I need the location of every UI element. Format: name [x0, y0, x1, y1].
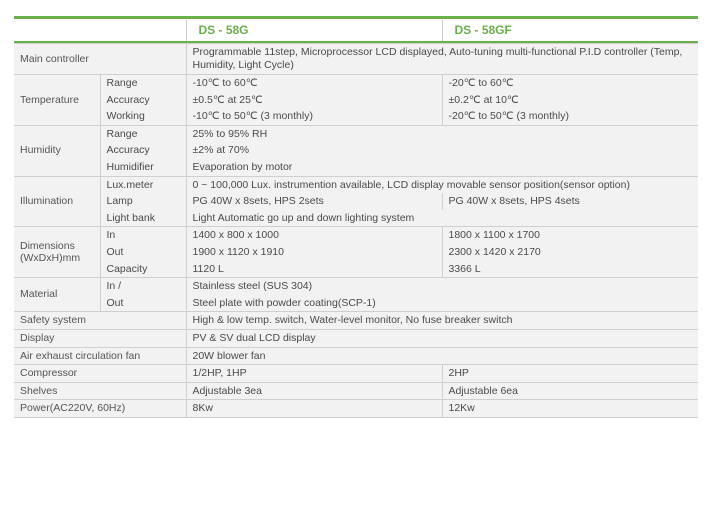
row-label: Display — [14, 329, 186, 347]
shared-value: High & low temp. switch, Water-level monitor, No fuse breaker switch — [186, 312, 698, 330]
table-row-compressor — [14, 365, 698, 383]
model-a-value: -10℃ to 50℃ (3 monthly) — [186, 108, 442, 125]
sub-label: In — [100, 227, 186, 244]
model-b-header: DS - 58GF — [442, 20, 698, 42]
table-row-dimensions-capacity — [14, 261, 698, 278]
sub-label: Range — [100, 125, 186, 142]
model-a-value: ±0.5℃ at 25℃ — [186, 92, 442, 109]
table-row-dimensions-in — [14, 227, 698, 244]
spec-table — [14, 20, 698, 418]
model-a-value: Adjustable 3ea — [186, 382, 442, 400]
sub-label: Humidifier — [100, 159, 186, 176]
header-row — [14, 20, 698, 42]
shared-value: Steel plate with powder coating(SCP-1) — [186, 295, 698, 312]
sub-label: Working — [100, 108, 186, 125]
model-b-value: Adjustable 6ea — [442, 382, 698, 400]
table-row-illumination-lightbank — [14, 210, 698, 227]
row-label: Safety system — [14, 312, 186, 330]
model-a-value: 1/2HP, 1HP — [186, 365, 442, 383]
table-row-material-out — [14, 295, 698, 312]
shared-value: Stainless steel (SUS 304) — [186, 278, 698, 295]
table-row-humidity-accuracy — [14, 142, 698, 159]
sub-label: Lux.meter — [100, 176, 186, 193]
model-b-value: 12Kw — [442, 400, 698, 418]
model-b-value: -20℃ to 60℃ — [442, 75, 698, 92]
table-row-temperature-range — [14, 75, 698, 92]
sub-label: Light bank — [100, 210, 186, 227]
table-row-display — [14, 329, 698, 347]
shared-value: 0 ~ 100,000 Lux. instrumention available, LCD display movable sensor position(sensor option) — [186, 176, 698, 193]
row-label: Main controller — [14, 44, 186, 75]
model-b-value: ±0.2℃ at 10℃ — [442, 92, 698, 109]
table-row-power — [14, 400, 698, 418]
table-row-temperature-accuracy — [14, 92, 698, 109]
model-b-value: 2300 x 1420 x 2170 — [442, 244, 698, 261]
table-row-main-controller — [14, 44, 698, 75]
sub-label: Range — [100, 75, 186, 92]
table-row-dimensions-out — [14, 244, 698, 261]
model-a-value: 8Kw — [186, 400, 442, 418]
sub-label: Out — [100, 244, 186, 261]
model-b-value: -20℃ to 50℃ (3 monthly) — [442, 108, 698, 125]
top-accent-line — [14, 16, 698, 19]
model-b-value: 1800 x 1100 x 1700 — [442, 227, 698, 244]
sub-label: In / — [100, 278, 186, 295]
sub-label: Accuracy — [100, 92, 186, 109]
category-label: Temperature — [14, 75, 100, 126]
row-label: Shelves — [14, 382, 186, 400]
table-row-temperature-working — [14, 108, 698, 125]
model-a-value: 1900 x 1120 x 1910 — [186, 244, 442, 261]
row-label: Air exhaust circulation fan — [14, 347, 186, 365]
row-label: Compressor — [14, 365, 186, 383]
table-row-humidity-humidifier — [14, 159, 698, 176]
model-a-value: 1120 L — [186, 261, 442, 278]
sub-label: Out — [100, 295, 186, 312]
model-a-header: DS - 58G — [186, 20, 442, 42]
model-a-value: 1400 x 800 x 1000 — [186, 227, 442, 244]
model-b-value: 2HP — [442, 365, 698, 383]
shared-value: 25% to 95% RH — [186, 125, 698, 142]
sub-label: Accuracy — [100, 142, 186, 159]
dimensions-label-line1: Dimensions — [20, 239, 75, 252]
category-label: Illumination — [14, 176, 100, 227]
category-label: Humidity — [14, 125, 100, 176]
category-label: Material — [14, 278, 100, 312]
model-a-value: -10℃ to 60℃ — [186, 75, 442, 92]
table-row-material-in — [14, 278, 698, 295]
table-row-shelves — [14, 382, 698, 400]
table-row-humidity-range — [14, 125, 698, 142]
row-value: Programmable 11step, Microprocessor LCD displayed, Auto-tuning multi-functional P.I.D controller (Temp, Humidity, Light Cycle) — [186, 44, 698, 75]
shared-value: Light Automatic go up and down lighting system — [186, 210, 698, 227]
table-row-fan — [14, 347, 698, 365]
header-blank-cell — [14, 20, 186, 42]
shared-value: 20W blower fan — [186, 347, 698, 365]
sub-label: Capacity — [100, 261, 186, 278]
row-label: Power(AC220V, 60Hz) — [14, 400, 186, 418]
model-b-value: 3366 L — [442, 261, 698, 278]
shared-value: PV & SV dual LCD display — [186, 329, 698, 347]
table-row-illumination-lamp — [14, 193, 698, 210]
dimensions-label-line2: (WxDxH)mm — [20, 252, 81, 265]
sub-label: Lamp — [100, 193, 186, 210]
shared-value: ±2% at 70% — [186, 142, 698, 159]
table-row-safety — [14, 312, 698, 330]
category-label — [14, 227, 100, 278]
model-b-value: PG 40W x 8sets, HPS 4sets — [442, 193, 698, 210]
shared-value: Evaporation by motor — [186, 159, 698, 176]
table-row-illumination-luxmeter — [14, 176, 698, 193]
model-a-value: PG 40W x 8sets, HPS 2sets — [186, 193, 442, 210]
